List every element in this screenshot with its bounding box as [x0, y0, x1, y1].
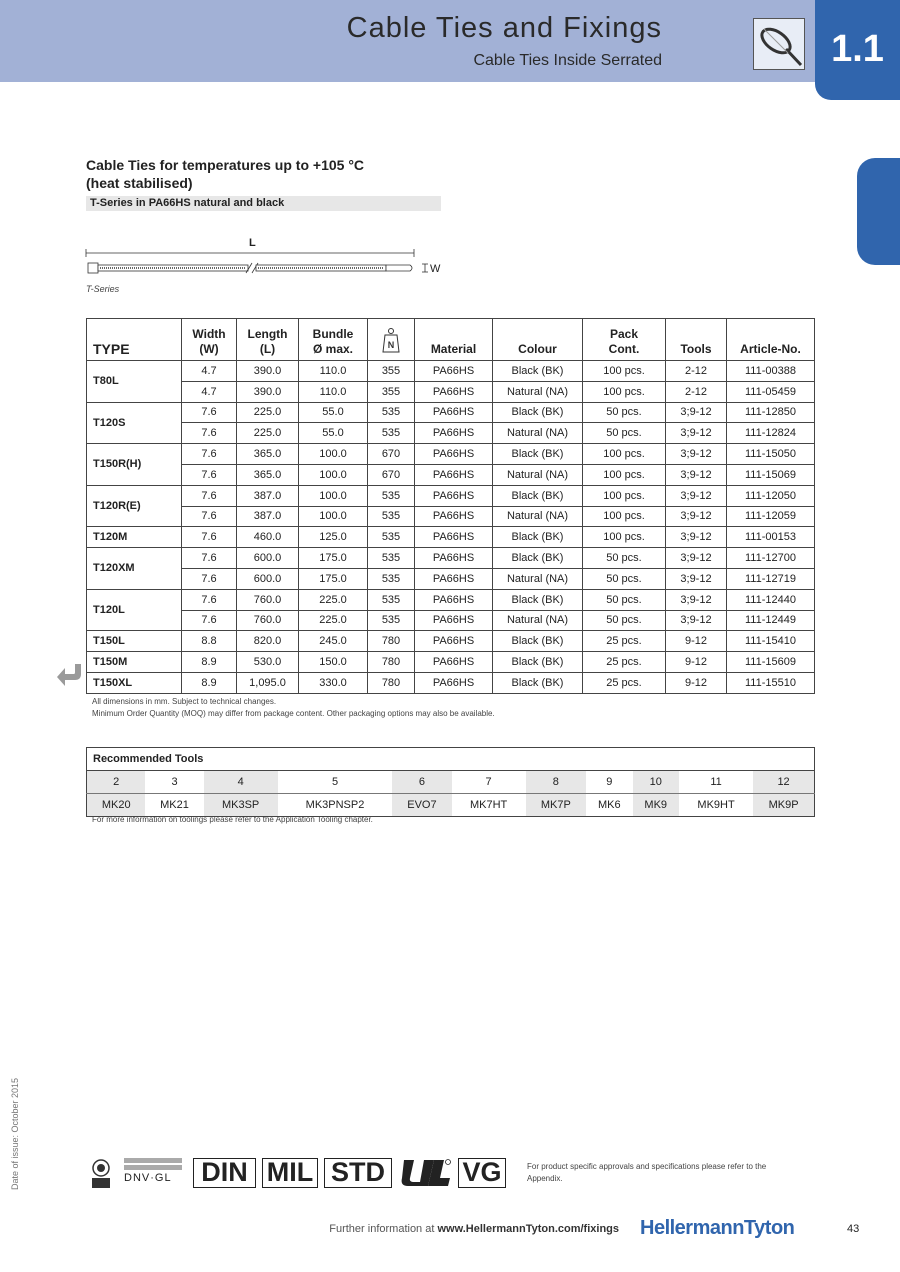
cell-material: PA66HS	[415, 672, 493, 693]
cell-bundle: 100.0	[299, 444, 368, 465]
cell-pack: 100 pcs.	[583, 506, 666, 527]
tool-number: 10	[633, 771, 679, 794]
cell-tools: 3;9-12	[666, 423, 727, 444]
cell-article: 111-15410	[727, 631, 815, 652]
cell-colour: Natural (NA)	[493, 464, 583, 485]
table-row	[87, 568, 815, 589]
cell-width: 7.6	[182, 444, 237, 465]
cell-type: T150L	[87, 631, 182, 652]
col-colour: Colour	[493, 319, 583, 361]
cell-width: 7.6	[182, 548, 237, 569]
cell-bundle: 175.0	[299, 548, 368, 569]
tool-name: MK3PNSP2	[278, 794, 393, 817]
tool-number: 9	[606, 776, 613, 788]
cell-tensile: 535	[368, 568, 415, 589]
tools-name-row	[87, 794, 815, 817]
cell-tensile: 670	[368, 444, 415, 465]
cell-pack: 50 pcs.	[583, 610, 666, 631]
cell-bundle: 330.0	[299, 672, 368, 693]
diagram-caption: T-Series	[86, 284, 120, 294]
cell-colour: Black (BK)	[493, 672, 583, 693]
certification-seal-icon	[90, 1158, 112, 1195]
cell-bundle: 110.0	[299, 381, 368, 402]
tool-name: MK9	[633, 794, 679, 817]
cell-pack: 50 pcs.	[583, 568, 666, 589]
cell-tools: 3;9-12	[666, 444, 727, 465]
cell-bundle: 55.0	[299, 423, 368, 444]
table-header-row	[87, 319, 815, 361]
dnv-gl-logo: DNV·GL	[124, 1158, 182, 1184]
col-width: Width (W)	[182, 319, 237, 361]
table-row	[87, 589, 815, 610]
tool-number: 5	[331, 776, 339, 788]
cell-article: 111-12050	[727, 485, 815, 506]
table-row	[87, 361, 815, 382]
cell-length: 1,095.0	[237, 672, 299, 693]
side-tab[interactable]	[857, 158, 900, 265]
cell-width: 4.7	[182, 381, 237, 402]
tool-name: MK21	[145, 794, 203, 817]
cell-colour: Black (BK)	[493, 444, 583, 465]
cell-bundle: 175.0	[299, 568, 368, 589]
col-article: Article-No.	[727, 319, 815, 361]
cell-colour: Natural (NA)	[493, 568, 583, 589]
tool-name: MK7P	[526, 794, 586, 817]
header-band	[0, 0, 815, 82]
cell-material: PA66HS	[415, 402, 493, 423]
cell-bundle: 100.0	[299, 464, 368, 485]
ul-recognized-icon	[400, 1158, 452, 1193]
product-table	[86, 318, 815, 694]
table-row	[87, 548, 815, 569]
std-logo: STD	[324, 1158, 392, 1188]
tool-number: 12	[753, 771, 814, 794]
section-title-line1: Cable Ties for temperatures up to +105 °C	[86, 157, 365, 173]
cell-colour: Natural (NA)	[493, 423, 583, 444]
cell-article: 111-12824	[727, 423, 815, 444]
cell-tools: 3;9-12	[666, 485, 727, 506]
cell-length: 760.0	[237, 589, 299, 610]
page-number: 43	[847, 1223, 860, 1235]
cell-article: 111-12059	[727, 506, 815, 527]
col-length: Length (L)	[237, 319, 299, 361]
page-subtitle: Cable Ties Inside Serrated	[473, 52, 662, 69]
cell-pack: 100 pcs.	[583, 527, 666, 548]
cell-colour: Black (BK)	[493, 485, 583, 506]
tool-name: EVO7	[392, 794, 451, 817]
cell-article: 111-00153	[727, 527, 815, 548]
cell-pack: 100 pcs.	[583, 485, 666, 506]
note-moq: Minimum Order Quantity (MOQ) may differ from package content. Other packaging options may also be available.	[92, 709, 495, 718]
tools-number-row	[87, 771, 815, 794]
cell-tensile: 535	[368, 527, 415, 548]
cell-article: 111-12700	[727, 548, 815, 569]
table-notes	[92, 696, 495, 720]
cell-article: 111-12440	[727, 589, 815, 610]
cell-tensile: 535	[368, 506, 415, 527]
table-row	[87, 444, 815, 465]
col-type: TYPE	[87, 319, 182, 361]
length-label: L	[249, 237, 256, 249]
table-row	[87, 631, 815, 652]
cell-pack: 25 pcs.	[583, 672, 666, 693]
cell-tools: 2-12	[666, 361, 727, 382]
cell-material: PA66HS	[415, 444, 493, 465]
cell-pack: 50 pcs.	[583, 589, 666, 610]
vg-logo: VG	[458, 1158, 506, 1188]
cell-material: PA66HS	[415, 652, 493, 673]
cell-width: 7.6	[182, 402, 237, 423]
cell-colour: Black (BK)	[493, 589, 583, 610]
cell-tensile: 535	[368, 402, 415, 423]
cell-material: PA66HS	[415, 464, 493, 485]
cell-article: 111-05459	[727, 381, 815, 402]
cell-length: 760.0	[237, 610, 299, 631]
cell-tensile: 535	[368, 423, 415, 444]
tools-note: For more information on toolings please refer to the Application Tooling chapter.	[92, 815, 373, 824]
cell-length: 600.0	[237, 568, 299, 589]
cell-pack: 50 pcs.	[583, 548, 666, 569]
cell-tools: 3;9-12	[666, 568, 727, 589]
cell-material: PA66HS	[415, 506, 493, 527]
cell-colour: Natural (NA)	[493, 610, 583, 631]
cell-colour: Black (BK)	[493, 361, 583, 382]
weight-icon	[382, 327, 400, 357]
tool-number: 3	[171, 776, 178, 788]
cell-material: PA66HS	[415, 568, 493, 589]
table-row	[87, 423, 815, 444]
tool-number: 11	[710, 776, 722, 788]
cell-length: 530.0	[237, 652, 299, 673]
cell-length: 387.0	[237, 506, 299, 527]
cell-width: 7.6	[182, 464, 237, 485]
cell-type: T120L	[87, 589, 182, 631]
cell-material: PA66HS	[415, 423, 493, 444]
cell-type: T120M	[87, 527, 182, 548]
cable-tie-diagram	[84, 234, 464, 284]
cell-type: T80L	[87, 361, 182, 403]
cell-article: 111-15050	[727, 444, 815, 465]
date-of-issue: Date of issue: October 2015	[10, 1077, 20, 1190]
tool-name: MK6	[586, 794, 632, 817]
cell-length: 600.0	[237, 548, 299, 569]
cell-length: 387.0	[237, 485, 299, 506]
din-logo: DIN	[193, 1158, 256, 1188]
tool-name: MK9HT	[679, 794, 753, 817]
cell-width: 8.9	[182, 652, 237, 673]
note-dimensions: All dimensions in mm. Subject to technical changes.	[92, 697, 277, 706]
cell-material: PA66HS	[415, 381, 493, 402]
cell-colour: Black (BK)	[493, 652, 583, 673]
table-row	[87, 527, 815, 548]
table-row	[87, 402, 815, 423]
page-title: Cable Ties and Fixings	[346, 12, 662, 44]
cell-tools: 3;9-12	[666, 464, 727, 485]
cell-colour: Black (BK)	[493, 402, 583, 423]
cell-colour: Natural (NA)	[493, 506, 583, 527]
cell-type: T120S	[87, 402, 182, 444]
footer-info: Further information at www.HellermannTyton.com/fixings	[329, 1223, 619, 1235]
cell-bundle: 245.0	[299, 631, 368, 652]
approvals-note: For product specific approvals and specifications please refer to the Appendix.	[527, 1162, 767, 1183]
cell-pack: 50 pcs.	[583, 402, 666, 423]
cell-type: T150R(H)	[87, 444, 182, 486]
section-title-line2: (heat stabilised)	[86, 175, 193, 191]
cell-width: 7.6	[182, 568, 237, 589]
table-row	[87, 381, 815, 402]
tool-number: 8	[526, 771, 586, 794]
cell-pack: 50 pcs.	[583, 423, 666, 444]
cell-length: 820.0	[237, 631, 299, 652]
cell-length: 225.0	[237, 402, 299, 423]
cell-pack: 100 pcs.	[583, 381, 666, 402]
cell-article: 111-15609	[727, 652, 815, 673]
cell-material: PA66HS	[415, 589, 493, 610]
cell-tensile: 670	[368, 464, 415, 485]
table-row	[87, 672, 815, 693]
cell-material: PA66HS	[415, 485, 493, 506]
cell-tools: 9-12	[666, 652, 727, 673]
cell-bundle: 225.0	[299, 589, 368, 610]
cell-tensile: 780	[368, 652, 415, 673]
cell-width: 7.6	[182, 485, 237, 506]
cell-pack: 100 pcs.	[583, 464, 666, 485]
cell-material: PA66HS	[415, 548, 493, 569]
cell-tensile: 355	[368, 361, 415, 382]
tool-number: 6	[392, 771, 451, 794]
cell-type: T150XL	[87, 672, 182, 693]
cell-width: 7.6	[182, 527, 237, 548]
cell-bundle: 100.0	[299, 506, 368, 527]
recommended-tools-table	[86, 747, 815, 817]
col-bundle: Bundle Ø max.	[299, 319, 368, 361]
cable-tie-icon	[753, 18, 805, 70]
cell-article: 111-15510	[727, 672, 815, 693]
cell-tools: 9-12	[666, 672, 727, 693]
cell-bundle: 225.0	[299, 610, 368, 631]
cell-pack: 100 pcs.	[583, 361, 666, 382]
cell-width: 8.8	[182, 631, 237, 652]
tool-number: 4	[204, 771, 278, 794]
table-row	[87, 485, 815, 506]
col-tools: Tools	[666, 319, 727, 361]
cell-article: 111-12850	[727, 402, 815, 423]
cell-colour: Black (BK)	[493, 631, 583, 652]
cell-tools: 3;9-12	[666, 527, 727, 548]
tool-name: MK3SP	[204, 794, 278, 817]
table-row	[87, 464, 815, 485]
cell-colour: Natural (NA)	[493, 381, 583, 402]
chapter-tab[interactable]	[815, 0, 900, 100]
footer-url-link[interactable]: www.HellermannTyton.com/fixings	[437, 1223, 619, 1235]
cell-tensile: 355	[368, 381, 415, 402]
cell-tools: 3;9-12	[666, 402, 727, 423]
brand-logo: HellermannTyton	[640, 1217, 795, 1239]
table-row	[87, 610, 815, 631]
cell-tools: 2-12	[666, 381, 727, 402]
section-title	[86, 156, 364, 192]
cell-article: 111-12719	[727, 568, 815, 589]
cell-tensile: 535	[368, 548, 415, 569]
cell-length: 365.0	[237, 464, 299, 485]
tool-name: MK20	[87, 794, 146, 817]
cell-tools: 3;9-12	[666, 610, 727, 631]
cell-bundle: 150.0	[299, 652, 368, 673]
tool-number: 7	[485, 776, 492, 788]
cell-length: 390.0	[237, 361, 299, 382]
cell-width: 7.6	[182, 423, 237, 444]
return-arrow-icon[interactable]	[55, 660, 85, 695]
cell-pack: 100 pcs.	[583, 444, 666, 465]
cell-article: 111-00388	[727, 361, 815, 382]
cell-length: 460.0	[237, 527, 299, 548]
cell-tools: 3;9-12	[666, 548, 727, 569]
cell-tensile: 535	[368, 485, 415, 506]
tool-name: MK9P	[753, 794, 814, 817]
series-label: T-Series in PA66HS natural and black	[86, 196, 441, 211]
cell-tensile: 535	[368, 589, 415, 610]
tool-number: 2	[87, 771, 146, 794]
cell-tools: 9-12	[666, 631, 727, 652]
cell-material: PA66HS	[415, 527, 493, 548]
cell-width: 4.7	[182, 361, 237, 382]
col-tensile	[368, 319, 415, 361]
cell-length: 390.0	[237, 381, 299, 402]
cell-length: 365.0	[237, 444, 299, 465]
cell-type: T120R(E)	[87, 485, 182, 527]
cell-bundle: 110.0	[299, 361, 368, 382]
cell-material: PA66HS	[415, 610, 493, 631]
cell-tensile: 535	[368, 610, 415, 631]
table-row	[87, 652, 815, 673]
cell-type: T150M	[87, 652, 182, 673]
cell-tools: 3;9-12	[666, 589, 727, 610]
cell-bundle: 55.0	[299, 402, 368, 423]
cell-colour: Black (BK)	[493, 548, 583, 569]
cell-colour: Black (BK)	[493, 527, 583, 548]
cell-bundle: 125.0	[299, 527, 368, 548]
cell-type: T120XM	[87, 548, 182, 590]
cell-width: 7.6	[182, 506, 237, 527]
cell-tools: 3;9-12	[666, 506, 727, 527]
cell-tensile: 780	[368, 672, 415, 693]
cell-article: 111-12449	[727, 610, 815, 631]
mil-logo: MIL	[262, 1158, 318, 1188]
cell-tensile: 780	[368, 631, 415, 652]
cell-length: 225.0	[237, 423, 299, 444]
col-pack: Pack Cont.	[583, 319, 666, 361]
cell-width: 8.9	[182, 672, 237, 693]
cell-material: PA66HS	[415, 631, 493, 652]
cell-width: 7.6	[182, 589, 237, 610]
svg-text:N: N	[387, 340, 395, 350]
chapter-number: 1.1	[831, 28, 884, 70]
width-label: W	[430, 263, 441, 275]
tool-name: MK7HT	[452, 794, 526, 817]
cell-bundle: 100.0	[299, 485, 368, 506]
cell-article: 111-15069	[727, 464, 815, 485]
table-row	[87, 506, 815, 527]
col-material: Material	[415, 319, 493, 361]
tools-title: Recommended Tools	[87, 748, 815, 771]
cell-material: PA66HS	[415, 361, 493, 382]
cell-pack: 25 pcs.	[583, 631, 666, 652]
cell-pack: 25 pcs.	[583, 652, 666, 673]
cell-width: 7.6	[182, 610, 237, 631]
